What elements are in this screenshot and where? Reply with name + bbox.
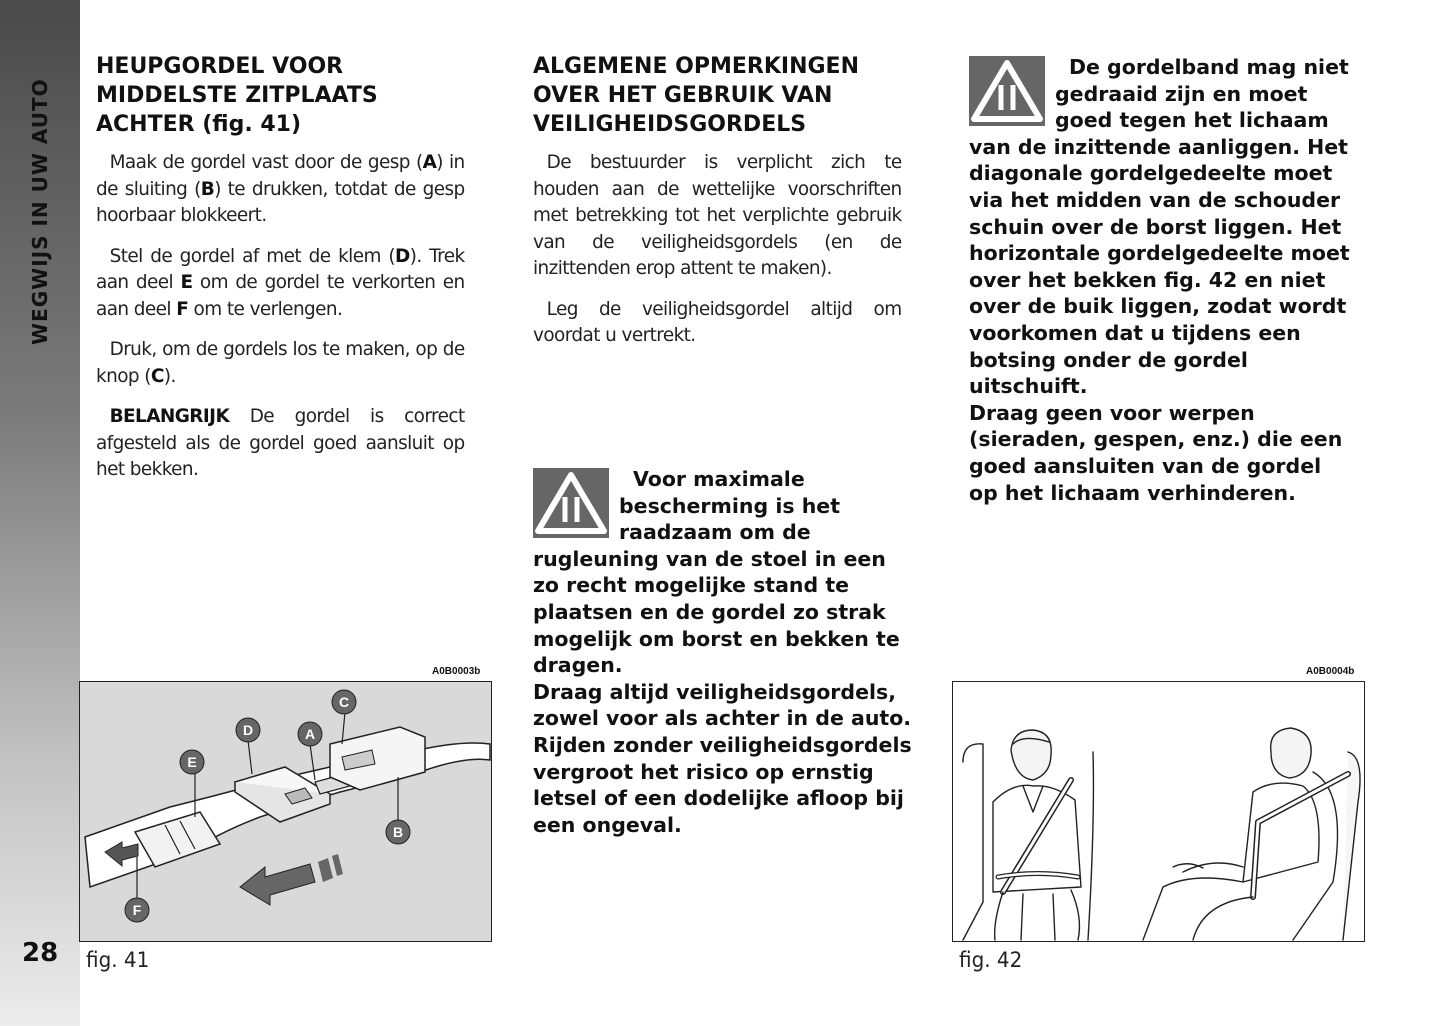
paragraph-important: BELANGRIJK De gordel is correct afgesteld als de gordel goed aansluit op het bekken. — [96, 405, 465, 480]
paragraph-adjust: Stel de gordel af met de klem (D). Trek aan deel E om de gordel te verkorten en aan deel F om te verlengen. — [96, 244, 465, 320]
warning-always-wear: Draag altijd veiligheidsgordels, zowel voor als achter in de auto. Rijden zonder veiligheidsgordels vergroot het risico op ernstig letsel of een dodelijke afloop bij een ongeval. — [533, 679, 912, 837]
figure-41-lap-belt — [79, 681, 492, 942]
warning-block-belt-position: De gordelband mag niet gedraaid zijn en moet goed tegen het lichaam van de inzittende aanliggen. Het diagonale gordelgedeelte moet via het midden van de schouder schuin over de borst liggen. Het horizontale gordelgedeelte moet over het bekken fig. 42 en niet over de buik liggen, zodat wordt voorkomen dat u tijdens een botsing onder de gordel uitschuift. Draag geen voor werpen (sieraden, gespen, enz.) die een goed aansluiten van de gordel op het lichaam verhinderen. — [969, 55, 1350, 505]
warning-no-objects: Draag geen voor werpen (sieraden, gespen, enz.) die een goed aansluiten van de gordel op het lichaam verhinderen. — [969, 400, 1343, 505]
paragraph-before-departure: Leg de veiligheidsgordel altijd om voordat u vertrekt. — [533, 297, 902, 346]
label-d: D — [242, 722, 254, 738]
column-lap-belt — [96, 52, 476, 497]
page-number: 28 — [22, 938, 59, 968]
figure-caption-41: fig. 41 — [86, 948, 150, 972]
heading-general-remarks: ALGEMENE OPMERKINGEN OVER HET GEBRUIK VAN VEILIGHEIDSGORDELS — [533, 54, 859, 137]
label-b: B — [392, 824, 404, 840]
column-general-remarks — [533, 52, 913, 363]
figure-42-belt-position — [952, 681, 1365, 942]
paragraph-release: Druk, om de gordels los te maken, op de knop (C). — [96, 338, 465, 387]
warning-triangle-icon — [533, 468, 609, 538]
figure-caption-42: fig. 42 — [959, 948, 1023, 972]
label-a: A — [304, 726, 316, 742]
heading-lap-belt: HEUPGORDEL VOOR MIDDELSTE ZITPLAATS ACHTER (fig. 41) — [96, 54, 378, 137]
paragraph-obligation: De bestuurder is verplicht zich te houden aan de wettelijke voorschriften met betrekking tot het verplichte gebruik van de veiligheidsgordels (en de inzittenden erop attent te maken). — [533, 151, 902, 279]
section-label: WEGWIJS IN UW AUTO — [28, 78, 52, 345]
label-c: C — [338, 694, 350, 710]
label-e: E — [187, 754, 197, 770]
figure-code-42: A0B0004b — [1306, 666, 1355, 677]
paragraph-fasten: Maak de gordel vast door de gesp (A) in de sluiting (B) te drukken, totdat de gesp hoorbaar blokkeert. — [96, 151, 465, 226]
figure-code-41: A0B0003b — [432, 666, 481, 677]
label-f: F — [132, 902, 142, 918]
warning-block-protection: Voor maximale bescherming is het raadzaam om de rugleuning van de stoel in een zo recht mogelijke stand te plaatsen en de gordel zo strak mogelijk om borst en bekken te dragen. Draag altijd veiligheidsgordels, zowel voor als achter in de auto. Rijden zonder veiligheidsgordels vergroot het risico op ernstig letsel of een dodelijke afloop bij een ongeval. — [533, 467, 912, 837]
warning-triangle-icon — [969, 56, 1045, 126]
